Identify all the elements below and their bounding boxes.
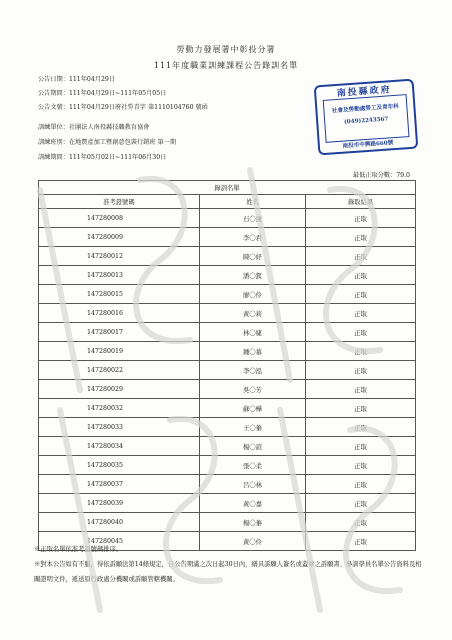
table-row: [39, 418, 416, 437]
cell-name: 楊〇諠: [199, 437, 305, 456]
cell-result: 正取: [306, 228, 416, 247]
cell-exam-id: 147280033: [39, 418, 200, 437]
cell-result: 正取: [306, 247, 416, 266]
seal-line1: 社會及勞動處勞工及青年科: [331, 103, 400, 115]
meta-announce-period: [38, 90, 166, 98]
cell-name: 蘇〇樺: [199, 399, 305, 418]
table-row: [39, 323, 416, 342]
document-title: 111年度職業訓練課程公告錄訓名單: [153, 61, 299, 70]
meta-value: 111年04月29日: [68, 76, 116, 83]
cell-result: 正取: [306, 532, 416, 551]
table-row: [39, 266, 416, 285]
sort-note: ※正取名單依准考證號碼排序。: [34, 546, 123, 553]
minimum-score: 最低正取分數：79.0: [352, 172, 410, 179]
cell-exam-id: 147280045: [39, 532, 200, 551]
cell-name: 黃〇伶: [199, 532, 305, 551]
meta-value: 111年04月29日府社勞青字 第1110104760 號函: [68, 104, 208, 111]
cell-result: 正取: [306, 361, 416, 380]
agency-title: 勞動力發展署中彰投分署: [176, 45, 276, 54]
cell-exam-id: 147280029: [39, 380, 200, 399]
table-row: [39, 494, 416, 513]
table-row: [39, 475, 416, 494]
header-result: 錄取結果: [306, 195, 416, 209]
cell-exam-id: 147280017: [39, 323, 200, 342]
cell-result: 正取: [306, 456, 416, 475]
cell-result: 正取: [306, 418, 416, 437]
cell-exam-id: 147280040: [39, 513, 200, 532]
cell-name: 潘〇釵: [199, 266, 305, 285]
cell-name: 黃〇嘉: [199, 494, 305, 513]
cell-name: 石〇捷: [199, 209, 305, 228]
cell-name: 李〇泓: [199, 361, 305, 380]
meta-training-unit: [38, 124, 149, 132]
cell-name: 王〇蓁: [199, 418, 305, 437]
cell-name: 黃〇莉: [199, 304, 305, 323]
meta-label: 訓練單位：: [38, 124, 69, 131]
meta-value: 社團法人南投縣技職教育協會: [68, 124, 150, 131]
cell-result: 正取: [306, 209, 416, 228]
cell-result: 正取: [306, 323, 416, 342]
meta-value: 111年04月29日~111年05月05日: [68, 90, 167, 97]
meta-label: 公告期間：: [38, 90, 69, 97]
seal-line3: 南投市中興路660號: [342, 140, 394, 150]
meta-value: 111年05月02日~111年06月30日: [68, 154, 167, 161]
table-row: [39, 380, 416, 399]
cell-name: 陳〇妤: [199, 247, 305, 266]
cell-exam-id: 147280015: [39, 285, 200, 304]
cell-result: 正取: [306, 304, 416, 323]
table-row: [39, 361, 416, 380]
meta-announce-date: [38, 76, 115, 84]
table-row: [39, 304, 416, 323]
cell-exam-id: 147280032: [39, 399, 200, 418]
cell-name: 鍾〇慕: [199, 342, 305, 361]
table-row: [39, 399, 416, 418]
cell-exam-id: 147280019: [39, 342, 200, 361]
cell-exam-id: 147280037: [39, 475, 200, 494]
cell-name: 廖〇伶: [199, 285, 305, 304]
meta-value: 在地農產加工暨創意包裝行銷班 第一期: [68, 139, 177, 146]
meta-label: 公告文號：: [38, 104, 69, 111]
meta-document-number: [38, 104, 208, 112]
roster-table: [38, 180, 416, 551]
appeal-note: ※對本公告如有不服，得依訴願法第14條規定，自公告期滿之次日起30日內，繕具訴願人簽名或蓋章之訴願書、參訓學員名單公告資料及相關證明文件，遞送原行政處分機關或訴願管轄機關。: [34, 561, 422, 583]
header-name: 姓名: [199, 195, 305, 209]
cell-exam-id: 147280012: [39, 247, 200, 266]
cell-exam-id: 147280016: [39, 304, 200, 323]
table-row: [39, 209, 416, 228]
cell-result: 正取: [306, 342, 416, 361]
table-row: [39, 228, 416, 247]
seal-top-text: 南投縣政府: [336, 85, 393, 99]
cell-name: 呂〇林: [199, 475, 305, 494]
seal-line2: (049)2243567: [344, 116, 389, 126]
cell-exam-id: 147280035: [39, 456, 200, 475]
cell-exam-id: 147280039: [39, 494, 200, 513]
meta-label: 公告日期：: [38, 76, 69, 83]
cell-name: 李〇君: [199, 228, 305, 247]
cell-result: 正取: [306, 513, 416, 532]
table-row: [39, 513, 416, 532]
cell-exam-id: 147280008: [39, 209, 200, 228]
cell-result: 正取: [306, 285, 416, 304]
table-row: [39, 285, 416, 304]
meta-label: 訓練期間：: [38, 154, 69, 161]
cell-result: 正取: [306, 475, 416, 494]
cell-result: 正取: [306, 437, 416, 456]
meta-training-period: [38, 154, 166, 162]
table-caption: 錄訓名單: [39, 181, 416, 195]
cell-exam-id: 147280034: [39, 437, 200, 456]
cell-name: 林〇婕: [199, 323, 305, 342]
meta-label: 訓練班別：: [38, 139, 69, 146]
meta-training-class: [38, 139, 176, 147]
cell-exam-id: 147280022: [39, 361, 200, 380]
table-row: [39, 247, 416, 266]
cell-name: 楊〇蓁: [199, 513, 305, 532]
cell-result: 正取: [306, 266, 416, 285]
cell-result: 正取: [306, 494, 416, 513]
official-seal: [314, 79, 419, 156]
table-row: [39, 437, 416, 456]
cell-result: 正取: [306, 399, 416, 418]
cell-exam-id: 147280013: [39, 266, 200, 285]
header-exam-id: 准考證號碼: [39, 195, 200, 209]
cell-name: 吳〇芳: [199, 380, 305, 399]
cell-exam-id: 147280009: [39, 228, 200, 247]
table-row: [39, 342, 416, 361]
cell-name: 張〇柔: [199, 456, 305, 475]
table-header-row: [39, 195, 416, 209]
table-row: [39, 456, 416, 475]
cell-result: 正取: [306, 380, 416, 399]
